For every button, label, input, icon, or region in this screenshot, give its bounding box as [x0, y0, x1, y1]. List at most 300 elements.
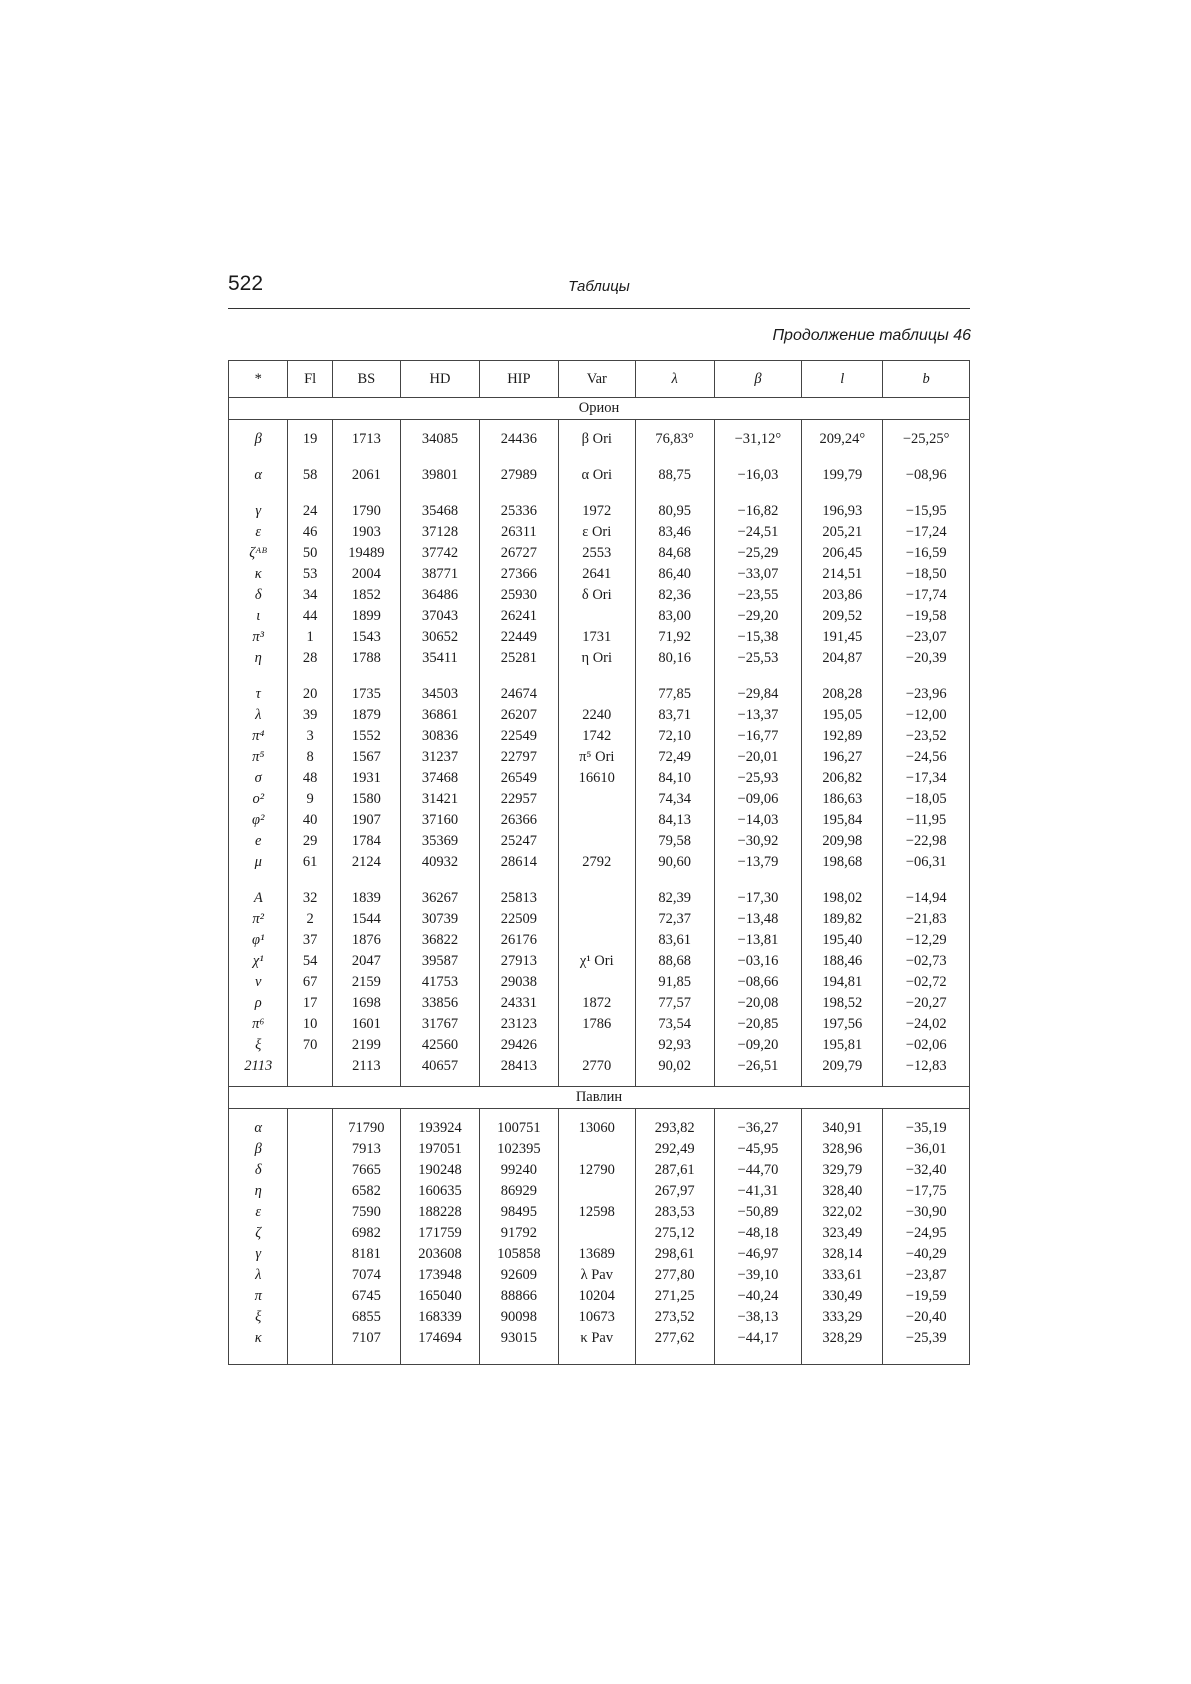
ecliptic-longitude: 84,10 [635, 768, 714, 789]
star-catalog-table [228, 360, 970, 1365]
ecliptic-longitude: 277,62 [635, 1328, 714, 1349]
galactic-longitude: 209,79 [802, 1056, 883, 1077]
galactic-longitude: 195,40 [802, 930, 883, 951]
bs-number: 19489 [332, 543, 400, 564]
variable-designation: 2770 [558, 1056, 635, 1077]
table-row [229, 1118, 970, 1139]
star-designation: κ [229, 564, 288, 585]
variable-designation: 2792 [558, 852, 635, 873]
galactic-longitude: 206,82 [802, 768, 883, 789]
hip-number: 25336 [479, 501, 558, 522]
variable-designation [558, 888, 635, 909]
ecliptic-longitude: 90,60 [635, 852, 714, 873]
hd-number: 37160 [400, 810, 479, 831]
flamsteed-number: 9 [288, 789, 332, 810]
galactic-longitude: 333,61 [802, 1265, 883, 1286]
ecliptic-longitude: 73,54 [635, 1014, 714, 1035]
variable-designation: β Ori [558, 429, 635, 450]
galactic-longitude: 196,93 [802, 501, 883, 522]
galactic-latitude: −23,87 [883, 1265, 970, 1286]
hd-number: 40932 [400, 852, 479, 873]
bs-number: 7074 [332, 1265, 400, 1286]
star-designation: o² [229, 789, 288, 810]
table-row [229, 705, 970, 726]
ecliptic-longitude: 271,25 [635, 1286, 714, 1307]
running-title: Таблицы [568, 278, 630, 295]
ecliptic-longitude: 82,36 [635, 585, 714, 606]
galactic-longitude: 329,79 [802, 1160, 883, 1181]
flamsteed-number: 40 [288, 810, 332, 831]
ecliptic-latitude: −20,08 [714, 993, 802, 1014]
hd-number: 34085 [400, 429, 479, 450]
ecliptic-longitude: 86,40 [635, 564, 714, 585]
table-row [229, 1223, 970, 1244]
ecliptic-longitude: 82,39 [635, 888, 714, 909]
star-designation: π² [229, 909, 288, 930]
bs-number: 6855 [332, 1307, 400, 1328]
variable-designation: 2641 [558, 564, 635, 585]
ecliptic-latitude: −33,07 [714, 564, 802, 585]
ecliptic-latitude: −16,77 [714, 726, 802, 747]
hip-number: 23123 [479, 1014, 558, 1035]
galactic-longitude: 322,02 [802, 1202, 883, 1223]
galactic-latitude: −25,39 [883, 1328, 970, 1349]
col-header-var: Var [558, 361, 635, 398]
variable-designation: ε Ori [558, 522, 635, 543]
flamsteed-number: 37 [288, 930, 332, 951]
hd-number: 34503 [400, 684, 479, 705]
flamsteed-number [288, 1181, 332, 1202]
hip-number: 27366 [479, 564, 558, 585]
ecliptic-latitude: −29,20 [714, 606, 802, 627]
ecliptic-latitude: −13,48 [714, 909, 802, 930]
table-row [229, 1202, 970, 1223]
galactic-longitude: 199,79 [802, 465, 883, 486]
table-row [229, 888, 970, 909]
col-header-flamsteed: Fl [288, 361, 332, 398]
table-row [229, 465, 970, 486]
galactic-latitude: −15,95 [883, 501, 970, 522]
star-designation: η [229, 648, 288, 669]
ecliptic-latitude: −08,66 [714, 972, 802, 993]
hd-number: 41753 [400, 972, 479, 993]
galactic-latitude: −21,83 [883, 909, 970, 930]
flamsteed-number: 28 [288, 648, 332, 669]
hip-number: 25930 [479, 585, 558, 606]
galactic-longitude: 194,81 [802, 972, 883, 993]
ecliptic-latitude: −20,01 [714, 747, 802, 768]
hip-number: 22509 [479, 909, 558, 930]
ecliptic-longitude: 83,46 [635, 522, 714, 543]
hd-number: 33856 [400, 993, 479, 1014]
star-designation: δ [229, 585, 288, 606]
table-row [229, 684, 970, 705]
hip-number: 25813 [479, 888, 558, 909]
galactic-latitude: −18,50 [883, 564, 970, 585]
flamsteed-number: 61 [288, 852, 332, 873]
star-designation: α [229, 1118, 288, 1139]
flamsteed-number: 50 [288, 543, 332, 564]
variable-designation [558, 831, 635, 852]
galactic-latitude: −20,27 [883, 993, 970, 1014]
ecliptic-longitude: 80,95 [635, 501, 714, 522]
bs-number: 1852 [332, 585, 400, 606]
bs-number: 1899 [332, 606, 400, 627]
hip-number: 86929 [479, 1181, 558, 1202]
variable-designation: π⁵ Ori [558, 747, 635, 768]
galactic-longitude: 195,84 [802, 810, 883, 831]
hip-number: 26241 [479, 606, 558, 627]
galactic-longitude: 323,49 [802, 1223, 883, 1244]
star-designation: η [229, 1181, 288, 1202]
hip-number: 27989 [479, 465, 558, 486]
ecliptic-longitude: 83,71 [635, 705, 714, 726]
hip-number: 99240 [479, 1160, 558, 1181]
hip-number: 25247 [479, 831, 558, 852]
flamsteed-number: 2 [288, 909, 332, 930]
hd-number: 174694 [400, 1328, 479, 1349]
table-row [229, 585, 970, 606]
hip-number: 100751 [479, 1118, 558, 1139]
col-header-hd: HD [400, 361, 479, 398]
ecliptic-longitude: 277,80 [635, 1265, 714, 1286]
flamsteed-number: 1 [288, 627, 332, 648]
variable-designation: 1786 [558, 1014, 635, 1035]
hd-number: 197051 [400, 1139, 479, 1160]
galactic-latitude: −19,59 [883, 1286, 970, 1307]
star-designation: π [229, 1286, 288, 1307]
table-row [229, 1035, 970, 1056]
galactic-latitude: −36,01 [883, 1139, 970, 1160]
hip-number: 29426 [479, 1035, 558, 1056]
galactic-longitude: 188,46 [802, 951, 883, 972]
bs-number: 1784 [332, 831, 400, 852]
galactic-latitude: −17,74 [883, 585, 970, 606]
hip-number: 24674 [479, 684, 558, 705]
ecliptic-longitude: 77,57 [635, 993, 714, 1014]
star-designation: σ [229, 768, 288, 789]
hd-number: 30836 [400, 726, 479, 747]
hd-number: 35468 [400, 501, 479, 522]
hd-number: 193924 [400, 1118, 479, 1139]
table-body [229, 398, 970, 1365]
bs-number: 1903 [332, 522, 400, 543]
ecliptic-latitude: −20,85 [714, 1014, 802, 1035]
ecliptic-latitude: −30,92 [714, 831, 802, 852]
ecliptic-latitude: −39,10 [714, 1265, 802, 1286]
flamsteed-number [288, 1118, 332, 1139]
galactic-longitude: 195,05 [802, 705, 883, 726]
galactic-longitude: 209,98 [802, 831, 883, 852]
hip-number: 22449 [479, 627, 558, 648]
ecliptic-longitude: 273,52 [635, 1307, 714, 1328]
galactic-longitude: 196,27 [802, 747, 883, 768]
running-head [228, 268, 970, 309]
row-spacer [229, 1109, 970, 1119]
hd-number: 40657 [400, 1056, 479, 1077]
hip-number: 88866 [479, 1286, 558, 1307]
variable-designation: κ Pav [558, 1328, 635, 1349]
star-designation: π⁴ [229, 726, 288, 747]
star-designation: π⁵ [229, 747, 288, 768]
bs-number: 1713 [332, 429, 400, 450]
flamsteed-number [288, 1223, 332, 1244]
star-designation: π⁶ [229, 1014, 288, 1035]
ecliptic-longitude: 267,97 [635, 1181, 714, 1202]
star-designation: α [229, 465, 288, 486]
star-designation: ζ [229, 1223, 288, 1244]
variable-designation: α Ori [558, 465, 635, 486]
ecliptic-latitude: −25,29 [714, 543, 802, 564]
col-header-ecliptic-latitude: β [714, 361, 802, 398]
col-header-bs: BS [332, 361, 400, 398]
bs-number: 7107 [332, 1328, 400, 1349]
galactic-longitude: 198,68 [802, 852, 883, 873]
galactic-latitude: −22,98 [883, 831, 970, 852]
bs-number: 2124 [332, 852, 400, 873]
ecliptic-longitude: 74,34 [635, 789, 714, 810]
star-designation: e [229, 831, 288, 852]
bs-number: 1601 [332, 1014, 400, 1035]
hip-number: 26311 [479, 522, 558, 543]
hip-number: 22957 [479, 789, 558, 810]
star-designation: φ² [229, 810, 288, 831]
col-header-hip: HIP [479, 361, 558, 398]
hd-number: 168339 [400, 1307, 479, 1328]
table-row [229, 543, 970, 564]
table-continuation-caption: Продолжение таблицы 46 [772, 327, 971, 344]
hd-number: 36486 [400, 585, 479, 606]
galactic-longitude: 205,21 [802, 522, 883, 543]
hd-number: 30739 [400, 909, 479, 930]
hip-number: 91792 [479, 1223, 558, 1244]
hip-number: 28614 [479, 852, 558, 873]
variable-designation: 1731 [558, 627, 635, 648]
flamsteed-number [288, 1160, 332, 1181]
row-spacer [229, 1077, 970, 1087]
bs-number: 71790 [332, 1118, 400, 1139]
ecliptic-latitude: −14,03 [714, 810, 802, 831]
table-row [229, 564, 970, 585]
hip-number: 105858 [479, 1244, 558, 1265]
variable-designation: 13689 [558, 1244, 635, 1265]
bs-number: 1735 [332, 684, 400, 705]
ecliptic-latitude: −16,03 [714, 465, 802, 486]
galactic-latitude: −23,07 [883, 627, 970, 648]
ecliptic-latitude: −13,79 [714, 852, 802, 873]
ecliptic-latitude: −40,24 [714, 1286, 802, 1307]
table-row [229, 1056, 970, 1077]
bs-number: 6582 [332, 1181, 400, 1202]
galactic-longitude: 328,29 [802, 1328, 883, 1349]
galactic-latitude: −24,56 [883, 747, 970, 768]
ecliptic-longitude: 79,58 [635, 831, 714, 852]
star-designation: φ¹ [229, 930, 288, 951]
ecliptic-longitude: 84,68 [635, 543, 714, 564]
galactic-longitude: 330,49 [802, 1286, 883, 1307]
col-header-ecliptic-longitude: λ [635, 361, 714, 398]
galactic-longitude: 328,40 [802, 1181, 883, 1202]
hip-number: 102395 [479, 1139, 558, 1160]
hip-number: 26549 [479, 768, 558, 789]
galactic-latitude: −12,00 [883, 705, 970, 726]
ecliptic-longitude: 275,12 [635, 1223, 714, 1244]
flamsteed-number: 3 [288, 726, 332, 747]
bs-number: 1544 [332, 909, 400, 930]
ecliptic-latitude: −17,30 [714, 888, 802, 909]
hip-number: 90098 [479, 1307, 558, 1328]
galactic-latitude: −02,73 [883, 951, 970, 972]
ecliptic-longitude: 84,13 [635, 810, 714, 831]
ecliptic-longitude: 298,61 [635, 1244, 714, 1265]
table-row [229, 1014, 970, 1035]
ecliptic-latitude: −41,31 [714, 1181, 802, 1202]
table-row [229, 1307, 970, 1328]
bs-number: 1907 [332, 810, 400, 831]
galactic-latitude: −12,83 [883, 1056, 970, 1077]
row-spacer [229, 450, 970, 465]
bs-number: 1580 [332, 789, 400, 810]
col-header-galactic-latitude: b [883, 361, 970, 398]
ecliptic-longitude: 283,53 [635, 1202, 714, 1223]
table-row [229, 648, 970, 669]
galactic-latitude: −02,72 [883, 972, 970, 993]
section-title: Орион [229, 398, 970, 420]
hd-number: 31421 [400, 789, 479, 810]
bs-number: 1552 [332, 726, 400, 747]
star-designation: λ [229, 1265, 288, 1286]
galactic-latitude: −17,34 [883, 768, 970, 789]
bs-number: 1790 [332, 501, 400, 522]
galactic-latitude: −16,59 [883, 543, 970, 564]
variable-designation: η Ori [558, 648, 635, 669]
galactic-latitude: −08,96 [883, 465, 970, 486]
variable-designation: 16610 [558, 768, 635, 789]
variable-designation: 2553 [558, 543, 635, 564]
variable-designation: 12598 [558, 1202, 635, 1223]
variable-designation [558, 930, 635, 951]
hip-number: 25281 [479, 648, 558, 669]
hd-number: 37742 [400, 543, 479, 564]
ecliptic-latitude: −50,89 [714, 1202, 802, 1223]
ecliptic-latitude: −31,12° [714, 429, 802, 450]
ecliptic-latitude: −09,06 [714, 789, 802, 810]
bs-number: 6745 [332, 1286, 400, 1307]
flamsteed-number: 44 [288, 606, 332, 627]
galactic-longitude: 214,51 [802, 564, 883, 585]
table-row [229, 909, 970, 930]
bs-number: 1879 [332, 705, 400, 726]
flamsteed-number: 24 [288, 501, 332, 522]
hd-number: 31237 [400, 747, 479, 768]
ecliptic-longitude: 72,37 [635, 909, 714, 930]
table-row [229, 606, 970, 627]
galactic-latitude: −06,31 [883, 852, 970, 873]
star-designation: δ [229, 1160, 288, 1181]
variable-designation [558, 1139, 635, 1160]
star-designation: χ¹ [229, 951, 288, 972]
flamsteed-number: 39 [288, 705, 332, 726]
galactic-longitude: 328,14 [802, 1244, 883, 1265]
ecliptic-latitude: −23,55 [714, 585, 802, 606]
galactic-latitude: −11,95 [883, 810, 970, 831]
hip-number: 29038 [479, 972, 558, 993]
page-number: 522 [228, 272, 264, 295]
ecliptic-latitude: −45,95 [714, 1139, 802, 1160]
ecliptic-longitude: 71,92 [635, 627, 714, 648]
galactic-longitude: 209,52 [802, 606, 883, 627]
hd-number: 37468 [400, 768, 479, 789]
flamsteed-number: 34 [288, 585, 332, 606]
flamsteed-number [288, 1265, 332, 1286]
ecliptic-longitude: 80,16 [635, 648, 714, 669]
hd-number: 190248 [400, 1160, 479, 1181]
section-header-row [229, 1087, 970, 1109]
row-spacer [229, 669, 970, 684]
bs-number: 2199 [332, 1035, 400, 1056]
row-spacer [229, 1349, 970, 1365]
variable-designation [558, 789, 635, 810]
star-designation: ι [229, 606, 288, 627]
galactic-longitude: 209,24° [802, 429, 883, 450]
ecliptic-latitude: −46,97 [714, 1244, 802, 1265]
galactic-latitude: −24,95 [883, 1223, 970, 1244]
bs-number: 2004 [332, 564, 400, 585]
ecliptic-latitude: −15,38 [714, 627, 802, 648]
table-row [229, 726, 970, 747]
galactic-latitude: −02,06 [883, 1035, 970, 1056]
star-designation: π³ [229, 627, 288, 648]
galactic-latitude: −19,58 [883, 606, 970, 627]
variable-designation: 10673 [558, 1307, 635, 1328]
hd-number: 203608 [400, 1244, 479, 1265]
hip-number: 24331 [479, 993, 558, 1014]
flamsteed-number: 32 [288, 888, 332, 909]
flamsteed-number [288, 1202, 332, 1223]
galactic-latitude: −40,29 [883, 1244, 970, 1265]
ecliptic-longitude: 287,61 [635, 1160, 714, 1181]
ecliptic-latitude: −24,51 [714, 522, 802, 543]
variable-designation [558, 909, 635, 930]
table-row [229, 1286, 970, 1307]
ecliptic-latitude: −25,53 [714, 648, 802, 669]
flamsteed-number: 10 [288, 1014, 332, 1035]
hd-number: 31767 [400, 1014, 479, 1035]
variable-designation: χ¹ Ori [558, 951, 635, 972]
bs-number: 2047 [332, 951, 400, 972]
col-header-galactic-longitude: l [802, 361, 883, 398]
flamsteed-number: 67 [288, 972, 332, 993]
star-designation: τ [229, 684, 288, 705]
hd-number: 36267 [400, 888, 479, 909]
galactic-latitude: −20,40 [883, 1307, 970, 1328]
star-designation: ε [229, 1202, 288, 1223]
table-row [229, 1244, 970, 1265]
star-designation: 2113 [229, 1056, 288, 1077]
ecliptic-latitude: −16,82 [714, 501, 802, 522]
flamsteed-number: 54 [288, 951, 332, 972]
flamsteed-number: 19 [288, 429, 332, 450]
bs-number: 2113 [332, 1056, 400, 1077]
hip-number: 26207 [479, 705, 558, 726]
flamsteed-number [288, 1286, 332, 1307]
variable-designation: 1872 [558, 993, 635, 1014]
star-designation: λ [229, 705, 288, 726]
ecliptic-latitude: −38,13 [714, 1307, 802, 1328]
table-row [229, 852, 970, 873]
ecliptic-longitude: 83,61 [635, 930, 714, 951]
hip-number: 98495 [479, 1202, 558, 1223]
